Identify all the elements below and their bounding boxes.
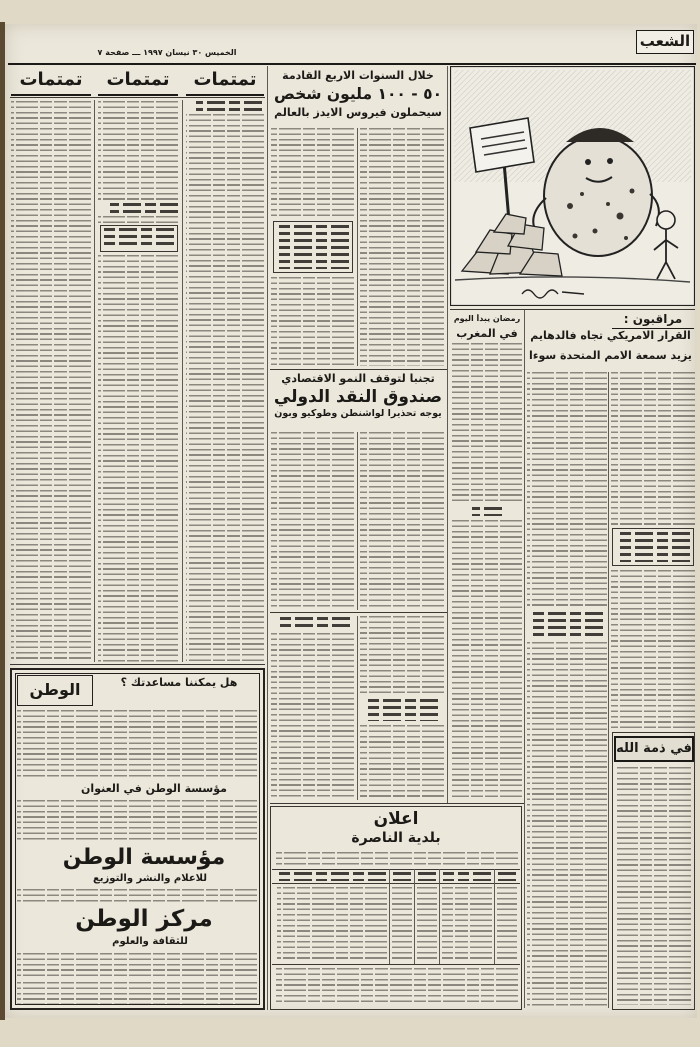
body-text — [186, 114, 264, 662]
ad-org-tagline: للاعلام والنشر والتوزيع — [92, 873, 208, 884]
body-text — [452, 343, 522, 503]
figure-eye — [607, 158, 613, 164]
imf-kicker: تجنبا لتوقف النمو الاقتصادي — [281, 373, 435, 385]
section-rule — [10, 97, 265, 98]
body-text — [527, 372, 607, 608]
sack-figure — [544, 136, 652, 256]
subheading-text — [418, 872, 436, 881]
section-rule — [270, 612, 447, 613]
alwatan-logo: الوطن — [17, 675, 93, 706]
body-text — [452, 520, 522, 800]
dateline: الخميس ٣٠ نيسان ١٩٩٧ ـــ صفحة ٧ — [97, 48, 237, 57]
column-rule — [357, 128, 358, 366]
body-text — [360, 616, 444, 696]
editorial-cartoon — [450, 66, 695, 306]
body-text — [98, 255, 178, 662]
body-text — [611, 570, 695, 728]
aids-kicker: خلال السنوات الاربع القادمة — [282, 70, 434, 82]
ad-address-heading: مؤسسة الوطن في العنوان — [81, 783, 227, 795]
section-rule — [270, 369, 447, 370]
column-rule — [524, 310, 525, 1008]
ad-question: هل يمكننا مساعدتك ؟ — [120, 677, 238, 689]
section-rule — [10, 664, 265, 665]
body-text — [497, 887, 517, 962]
subheading-text — [276, 617, 350, 629]
column-rule — [357, 616, 358, 800]
body-text — [276, 852, 518, 868]
aids-headline: ٥٠ - ١٠٠ مليون شخص — [273, 86, 443, 103]
column-banner-item: تمتمات — [186, 70, 264, 96]
subheading-text — [443, 872, 491, 881]
body-text — [360, 432, 444, 610]
imf-headline: صندوق النقد الدولي — [273, 388, 443, 407]
body-text — [360, 725, 444, 800]
column-rule — [357, 432, 358, 610]
section-rule — [272, 869, 520, 870]
masthead-title: الشعب — [636, 30, 694, 54]
small-man-head — [657, 211, 675, 229]
ramadan-headline-line1: رمضان يبدأ اليوم — [453, 314, 521, 323]
notice-title: اعلان — [373, 810, 419, 829]
subheading-text — [278, 872, 386, 881]
section-rule — [450, 309, 695, 310]
body-text — [271, 432, 354, 610]
body-text — [392, 887, 412, 962]
subheading-text — [366, 699, 438, 721]
header-rule — [8, 63, 696, 65]
sign-board — [470, 118, 534, 172]
body-text — [271, 633, 354, 800]
ad-org-name: مؤسسة الوطن — [62, 845, 226, 870]
column-rule — [94, 100, 95, 662]
waldheim-headline: القرار الامريكي تجاه فالدهايم — [530, 330, 691, 342]
subheading-text — [277, 225, 349, 269]
body-text — [527, 642, 607, 1008]
column-banner-item: تمتمات — [98, 70, 178, 96]
column-rule — [494, 869, 495, 964]
body-text — [611, 372, 695, 525]
column-rule — [267, 66, 268, 1010]
body-text — [98, 101, 178, 200]
ad-center-tagline: للثقافة والعلوم — [112, 936, 188, 947]
body-text — [417, 887, 437, 962]
body-text — [271, 128, 354, 218]
subheading-text — [616, 532, 690, 562]
column-rule — [447, 66, 448, 803]
column-banner-item: تمتمات — [11, 70, 91, 96]
figure-eye — [585, 159, 591, 165]
subheading-text — [110, 203, 178, 213]
waldheim-subheadline: يزيد سمعة الامم المتحدة سوءا — [529, 350, 692, 362]
subheading-text — [196, 101, 262, 111]
subheading-text — [104, 228, 174, 249]
imf-subheadline: يوجه تحذيرا لواشنطن وطوكيو وبون — [274, 409, 442, 419]
notice-issuer: بلدية الناصرة — [351, 830, 441, 846]
body-text — [617, 767, 691, 1005]
subheading-text — [498, 872, 516, 881]
column-rule — [389, 869, 390, 964]
ad-center-name: مركز الوطن — [75, 906, 213, 932]
column-rule — [439, 869, 440, 964]
column-rule — [414, 869, 415, 964]
body-text — [98, 216, 178, 224]
subheading-text — [472, 507, 502, 516]
waldheim-kicker: مراقبون : — [612, 313, 694, 329]
subheading-text — [531, 612, 603, 638]
body-text — [442, 887, 492, 962]
column-rule — [608, 372, 609, 1008]
body-text — [271, 277, 354, 366]
obituaries-title: في ذمة الله — [614, 736, 694, 762]
aids-subheadline: سيحملون فيروس الايدز بالعالم — [274, 107, 442, 119]
alwatan-advertisement — [10, 668, 265, 1010]
section-rule — [272, 883, 520, 884]
body-text — [11, 101, 91, 662]
body-text — [276, 968, 518, 1004]
ramadan-headline-line2: في المغرب — [456, 328, 518, 340]
body-text — [360, 128, 444, 366]
section-rule — [272, 964, 520, 965]
subheading-text — [393, 872, 411, 881]
section-rule — [270, 803, 525, 804]
column-rule — [182, 100, 183, 662]
body-text — [277, 887, 387, 962]
